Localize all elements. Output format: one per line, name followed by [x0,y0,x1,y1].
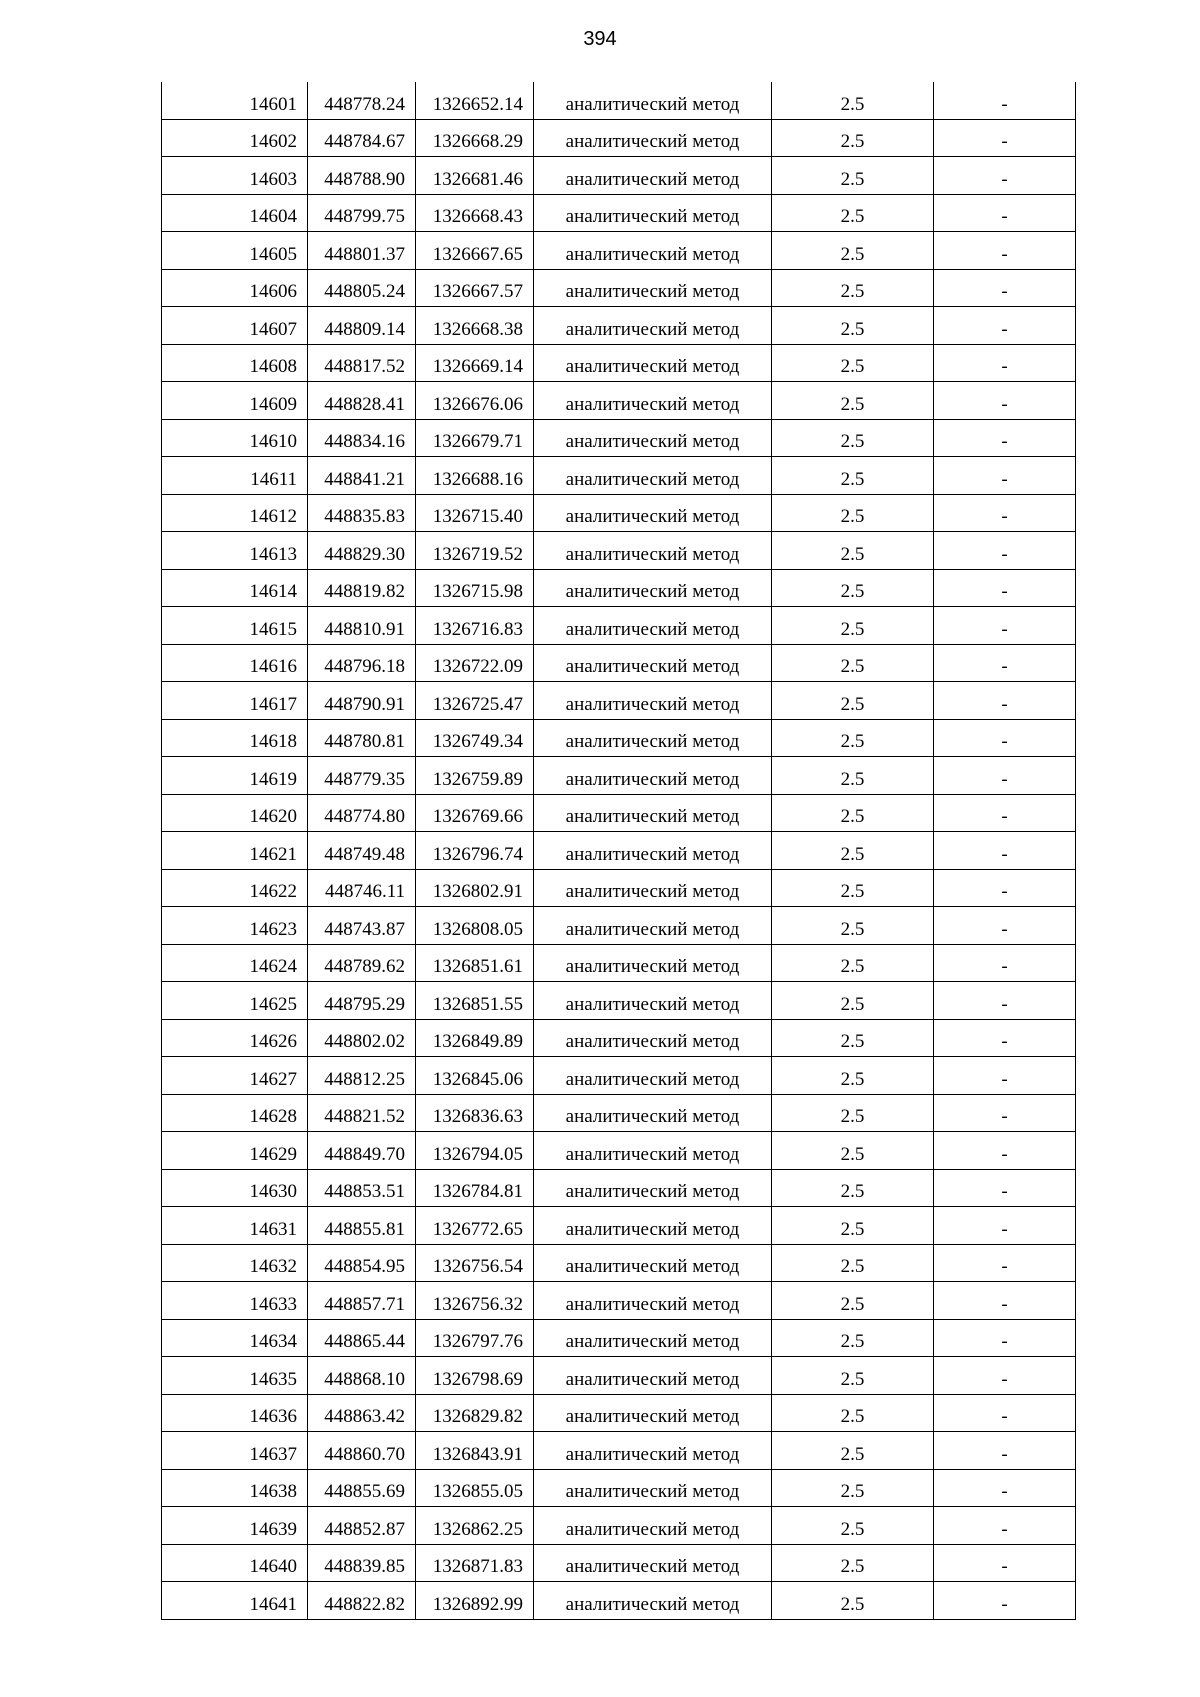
point-number-cell: 14604 [162,194,308,232]
table-row [162,907,1076,945]
table-row [162,1019,1076,1057]
accuracy-cell: 2.5 [772,1244,934,1282]
note-cell: - [934,869,1076,907]
method-cell: аналитический метод [534,1469,772,1507]
table-row [162,607,1076,645]
point-number-cell: 14638 [162,1469,308,1507]
accuracy-cell: 2.5 [772,157,934,195]
method-cell: аналитический метод [534,1019,772,1057]
method-cell: аналитический метод [534,344,772,382]
method-cell: аналитический метод [534,157,772,195]
point-number-cell: 14639 [162,1507,308,1545]
point-number-cell: 14621 [162,832,308,870]
note-cell: - [934,682,1076,720]
point-number-cell: 14605 [162,232,308,270]
point-number-cell: 14602 [162,119,308,157]
y-coordinate-cell: 1326843.91 [416,1432,534,1470]
method-cell: аналитический метод [534,1244,772,1282]
table-row [162,1319,1076,1357]
note-cell: - [934,157,1076,195]
method-cell: аналитический метод [534,419,772,457]
note-cell: - [934,344,1076,382]
y-coordinate-cell: 1326759.89 [416,757,534,795]
note-cell: - [934,1432,1076,1470]
x-coordinate-cell: 448749.48 [308,832,416,870]
method-cell: аналитический метод [534,1169,772,1207]
note-cell: - [934,1394,1076,1432]
point-number-cell: 14606 [162,269,308,307]
y-coordinate-cell: 1326851.55 [416,982,534,1020]
accuracy-cell: 2.5 [772,82,934,119]
accuracy-cell: 2.5 [772,832,934,870]
point-number-cell: 14630 [162,1169,308,1207]
x-coordinate-cell: 448819.82 [308,569,416,607]
table-row [162,82,1076,119]
point-number-cell: 14634 [162,1319,308,1357]
point-number-cell: 14635 [162,1357,308,1395]
note-cell: - [934,757,1076,795]
y-coordinate-cell: 1326756.32 [416,1282,534,1320]
table-row [162,119,1076,157]
y-coordinate-cell: 1326669.14 [416,344,534,382]
table-row [162,832,1076,870]
x-coordinate-cell: 448857.71 [308,1282,416,1320]
method-cell: аналитический метод [534,1094,772,1132]
note-cell: - [934,1544,1076,1582]
x-coordinate-cell: 448810.91 [308,607,416,645]
note-cell: - [934,307,1076,345]
method-cell: аналитический метод [534,982,772,1020]
method-cell: аналитический метод [534,794,772,832]
x-coordinate-cell: 448822.82 [308,1582,416,1620]
y-coordinate-cell: 1326836.63 [416,1094,534,1132]
x-coordinate-cell: 448868.10 [308,1357,416,1395]
note-cell: - [934,944,1076,982]
x-coordinate-cell: 448853.51 [308,1169,416,1207]
x-coordinate-cell: 448790.91 [308,682,416,720]
x-coordinate-cell: 448784.67 [308,119,416,157]
y-coordinate-cell: 1326668.43 [416,194,534,232]
method-cell: аналитический метод [534,457,772,495]
point-number-cell: 14640 [162,1544,308,1582]
method-cell: аналитический метод [534,532,772,570]
x-coordinate-cell: 448746.11 [308,869,416,907]
table-row [162,1282,1076,1320]
method-cell: аналитический метод [534,719,772,757]
note-cell: - [934,832,1076,870]
table-row [162,382,1076,420]
accuracy-cell: 2.5 [772,1544,934,1582]
table-row [162,232,1076,270]
point-number-cell: 14610 [162,419,308,457]
x-coordinate-cell: 448865.44 [308,1319,416,1357]
accuracy-cell: 2.5 [772,1319,934,1357]
y-coordinate-cell: 1326794.05 [416,1132,534,1170]
accuracy-cell: 2.5 [772,982,934,1020]
note-cell: - [934,1019,1076,1057]
point-number-cell: 14625 [162,982,308,1020]
note-cell: - [934,794,1076,832]
accuracy-cell: 2.5 [772,607,934,645]
y-coordinate-cell: 1326681.46 [416,157,534,195]
table-row [162,419,1076,457]
point-number-cell: 14616 [162,644,308,682]
table-row [162,1394,1076,1432]
point-number-cell: 14607 [162,307,308,345]
accuracy-cell: 2.5 [772,794,934,832]
accuracy-cell: 2.5 [772,1282,934,1320]
table-row [162,1094,1076,1132]
method-cell: аналитический метод [534,307,772,345]
note-cell: - [934,419,1076,457]
table-row [162,1507,1076,1545]
accuracy-cell: 2.5 [772,1169,934,1207]
point-number-cell: 14603 [162,157,308,195]
y-coordinate-cell: 1326772.65 [416,1207,534,1245]
note-cell: - [934,1094,1076,1132]
x-coordinate-cell: 448796.18 [308,644,416,682]
y-coordinate-cell: 1326796.74 [416,832,534,870]
point-number-cell: 14614 [162,569,308,607]
note-cell: - [934,982,1076,1020]
accuracy-cell: 2.5 [772,532,934,570]
point-number-cell: 14618 [162,719,308,757]
table-row [162,794,1076,832]
accuracy-cell: 2.5 [772,569,934,607]
x-coordinate-cell: 448789.62 [308,944,416,982]
accuracy-cell: 2.5 [772,1582,934,1620]
accuracy-cell: 2.5 [772,1019,934,1057]
note-cell: - [934,644,1076,682]
table-row [162,194,1076,232]
method-cell: аналитический метод [534,1507,772,1545]
accuracy-cell: 2.5 [772,344,934,382]
y-coordinate-cell: 1326716.83 [416,607,534,645]
x-coordinate-cell: 448855.81 [308,1207,416,1245]
table-row [162,494,1076,532]
note-cell: - [934,1582,1076,1620]
accuracy-cell: 2.5 [772,119,934,157]
note-cell: - [934,494,1076,532]
x-coordinate-cell: 448799.75 [308,194,416,232]
note-cell: - [934,382,1076,420]
accuracy-cell: 2.5 [772,869,934,907]
method-cell: аналитический метод [534,1319,772,1357]
point-number-cell: 14626 [162,1019,308,1057]
y-coordinate-cell: 1326829.82 [416,1394,534,1432]
y-coordinate-cell: 1326851.61 [416,944,534,982]
x-coordinate-cell: 448788.90 [308,157,416,195]
method-cell: аналитический метод [534,1057,772,1095]
method-cell: аналитический метод [534,1357,772,1395]
accuracy-cell: 2.5 [772,944,934,982]
point-number-cell: 14620 [162,794,308,832]
table-row [162,1432,1076,1470]
point-number-cell: 14601 [162,82,308,119]
y-coordinate-cell: 1326798.69 [416,1357,534,1395]
accuracy-cell: 2.5 [772,1057,934,1095]
point-number-cell: 14611 [162,457,308,495]
x-coordinate-cell: 448774.80 [308,794,416,832]
method-cell: аналитический метод [534,644,772,682]
table-row [162,1057,1076,1095]
accuracy-cell: 2.5 [772,1432,934,1470]
y-coordinate-cell: 1326845.06 [416,1057,534,1095]
accuracy-cell: 2.5 [772,494,934,532]
point-number-cell: 14629 [162,1132,308,1170]
note-cell: - [934,232,1076,270]
x-coordinate-cell: 448839.85 [308,1544,416,1582]
x-coordinate-cell: 448821.52 [308,1094,416,1132]
table-row [162,1207,1076,1245]
x-coordinate-cell: 448854.95 [308,1244,416,1282]
accuracy-cell: 2.5 [772,757,934,795]
method-cell: аналитический метод [534,757,772,795]
x-coordinate-cell: 448801.37 [308,232,416,270]
y-coordinate-cell: 1326802.91 [416,869,534,907]
accuracy-cell: 2.5 [772,1357,934,1395]
method-cell: аналитический метод [534,1432,772,1470]
table-row [162,1244,1076,1282]
y-coordinate-cell: 1326725.47 [416,682,534,720]
accuracy-cell: 2.5 [772,1094,934,1132]
method-cell: аналитический метод [534,1282,772,1320]
method-cell: аналитический метод [534,907,772,945]
method-cell: аналитический метод [534,194,772,232]
note-cell: - [934,1357,1076,1395]
accuracy-cell: 2.5 [772,1207,934,1245]
note-cell: - [934,719,1076,757]
method-cell: аналитический метод [534,944,772,982]
method-cell: аналитический метод [534,232,772,270]
table-row [162,1132,1076,1170]
point-number-cell: 14609 [162,382,308,420]
table-row [162,869,1076,907]
point-number-cell: 14622 [162,869,308,907]
x-coordinate-cell: 448812.25 [308,1057,416,1095]
method-cell: аналитический метод [534,569,772,607]
table-row [162,157,1076,195]
method-cell: аналитический метод [534,119,772,157]
y-coordinate-cell: 1326667.65 [416,232,534,270]
y-coordinate-cell: 1326715.40 [416,494,534,532]
note-cell: - [934,607,1076,645]
note-cell: - [934,194,1076,232]
x-coordinate-cell: 448829.30 [308,532,416,570]
y-coordinate-cell: 1326715.98 [416,569,534,607]
method-cell: аналитический метод [534,1582,772,1620]
accuracy-cell: 2.5 [772,644,934,682]
note-cell: - [934,1057,1076,1095]
accuracy-cell: 2.5 [772,194,934,232]
note-cell: - [934,1319,1076,1357]
note-cell: - [934,1132,1076,1170]
method-cell: аналитический метод [534,832,772,870]
y-coordinate-cell: 1326808.05 [416,907,534,945]
y-coordinate-cell: 1326756.54 [416,1244,534,1282]
table-row [162,682,1076,720]
table-row [162,757,1076,795]
table-row [162,1169,1076,1207]
table-row [162,269,1076,307]
page-number: 394 [583,28,617,50]
note-cell: - [934,1169,1076,1207]
coordinates-table [161,82,1076,1620]
table-row [162,457,1076,495]
x-coordinate-cell: 448863.42 [308,1394,416,1432]
y-coordinate-cell: 1326769.66 [416,794,534,832]
point-number-cell: 14615 [162,607,308,645]
point-number-cell: 14613 [162,532,308,570]
y-coordinate-cell: 1326668.29 [416,119,534,157]
table-row [162,569,1076,607]
accuracy-cell: 2.5 [772,419,934,457]
y-coordinate-cell: 1326784.81 [416,1169,534,1207]
table-row [162,644,1076,682]
point-number-cell: 14633 [162,1282,308,1320]
x-coordinate-cell: 448802.02 [308,1019,416,1057]
y-coordinate-cell: 1326652.14 [416,82,534,119]
method-cell: аналитический метод [534,869,772,907]
x-coordinate-cell: 448805.24 [308,269,416,307]
x-coordinate-cell: 448834.16 [308,419,416,457]
accuracy-cell: 2.5 [772,719,934,757]
method-cell: аналитический метод [534,494,772,532]
point-number-cell: 14636 [162,1394,308,1432]
accuracy-cell: 2.5 [772,382,934,420]
note-cell: - [934,907,1076,945]
y-coordinate-cell: 1326862.25 [416,1507,534,1545]
y-coordinate-cell: 1326722.09 [416,644,534,682]
note-cell: - [934,569,1076,607]
accuracy-cell: 2.5 [772,1507,934,1545]
point-number-cell: 14627 [162,1057,308,1095]
note-cell: - [934,1244,1076,1282]
x-coordinate-cell: 448841.21 [308,457,416,495]
method-cell: аналитический метод [534,1394,772,1432]
table-row [162,1582,1076,1620]
note-cell: - [934,1207,1076,1245]
x-coordinate-cell: 448778.24 [308,82,416,119]
table-row [162,307,1076,345]
note-cell: - [934,457,1076,495]
table-row [162,944,1076,982]
note-cell: - [934,1282,1076,1320]
accuracy-cell: 2.5 [772,682,934,720]
note-cell: - [934,1469,1076,1507]
y-coordinate-cell: 1326668.38 [416,307,534,345]
x-coordinate-cell: 448849.70 [308,1132,416,1170]
method-cell: аналитический метод [534,82,772,119]
x-coordinate-cell: 448852.87 [308,1507,416,1545]
table-row [162,719,1076,757]
y-coordinate-cell: 1326719.52 [416,532,534,570]
method-cell: аналитический метод [534,382,772,420]
y-coordinate-cell: 1326679.71 [416,419,534,457]
y-coordinate-cell: 1326871.83 [416,1544,534,1582]
point-number-cell: 14631 [162,1207,308,1245]
y-coordinate-cell: 1326849.89 [416,1019,534,1057]
method-cell: аналитический метод [534,1132,772,1170]
accuracy-cell: 2.5 [772,457,934,495]
table-row [162,1469,1076,1507]
note-cell: - [934,532,1076,570]
point-number-cell: 14641 [162,1582,308,1620]
method-cell: аналитический метод [534,1544,772,1582]
y-coordinate-cell: 1326688.16 [416,457,534,495]
x-coordinate-cell: 448779.35 [308,757,416,795]
y-coordinate-cell: 1326892.99 [416,1582,534,1620]
table-row [162,344,1076,382]
x-coordinate-cell: 448795.29 [308,982,416,1020]
note-cell: - [934,269,1076,307]
method-cell: аналитический метод [534,1207,772,1245]
x-coordinate-cell: 448860.70 [308,1432,416,1470]
accuracy-cell: 2.5 [772,269,934,307]
method-cell: аналитический метод [534,682,772,720]
point-number-cell: 14632 [162,1244,308,1282]
point-number-cell: 14628 [162,1094,308,1132]
y-coordinate-cell: 1326855.05 [416,1469,534,1507]
accuracy-cell: 2.5 [772,232,934,270]
point-number-cell: 14624 [162,944,308,982]
table-row [162,1357,1076,1395]
x-coordinate-cell: 448743.87 [308,907,416,945]
coordinates-table-body [162,82,1076,1619]
x-coordinate-cell: 448809.14 [308,307,416,345]
point-number-cell: 14637 [162,1432,308,1470]
method-cell: аналитический метод [534,269,772,307]
x-coordinate-cell: 448828.41 [308,382,416,420]
accuracy-cell: 2.5 [772,1394,934,1432]
point-number-cell: 14619 [162,757,308,795]
note-cell: - [934,82,1076,119]
accuracy-cell: 2.5 [772,1132,934,1170]
method-cell: аналитический метод [534,607,772,645]
point-number-cell: 14623 [162,907,308,945]
point-number-cell: 14612 [162,494,308,532]
x-coordinate-cell: 448835.83 [308,494,416,532]
x-coordinate-cell: 448780.81 [308,719,416,757]
point-number-cell: 14617 [162,682,308,720]
note-cell: - [934,119,1076,157]
accuracy-cell: 2.5 [772,907,934,945]
y-coordinate-cell: 1326667.57 [416,269,534,307]
x-coordinate-cell: 448817.52 [308,344,416,382]
note-cell: - [934,1507,1076,1545]
y-coordinate-cell: 1326797.76 [416,1319,534,1357]
y-coordinate-cell: 1326676.06 [416,382,534,420]
table-row [162,982,1076,1020]
x-coordinate-cell: 448855.69 [308,1469,416,1507]
table-row [162,1544,1076,1582]
table-row [162,532,1076,570]
point-number-cell: 14608 [162,344,308,382]
accuracy-cell: 2.5 [772,1469,934,1507]
y-coordinate-cell: 1326749.34 [416,719,534,757]
accuracy-cell: 2.5 [772,307,934,345]
